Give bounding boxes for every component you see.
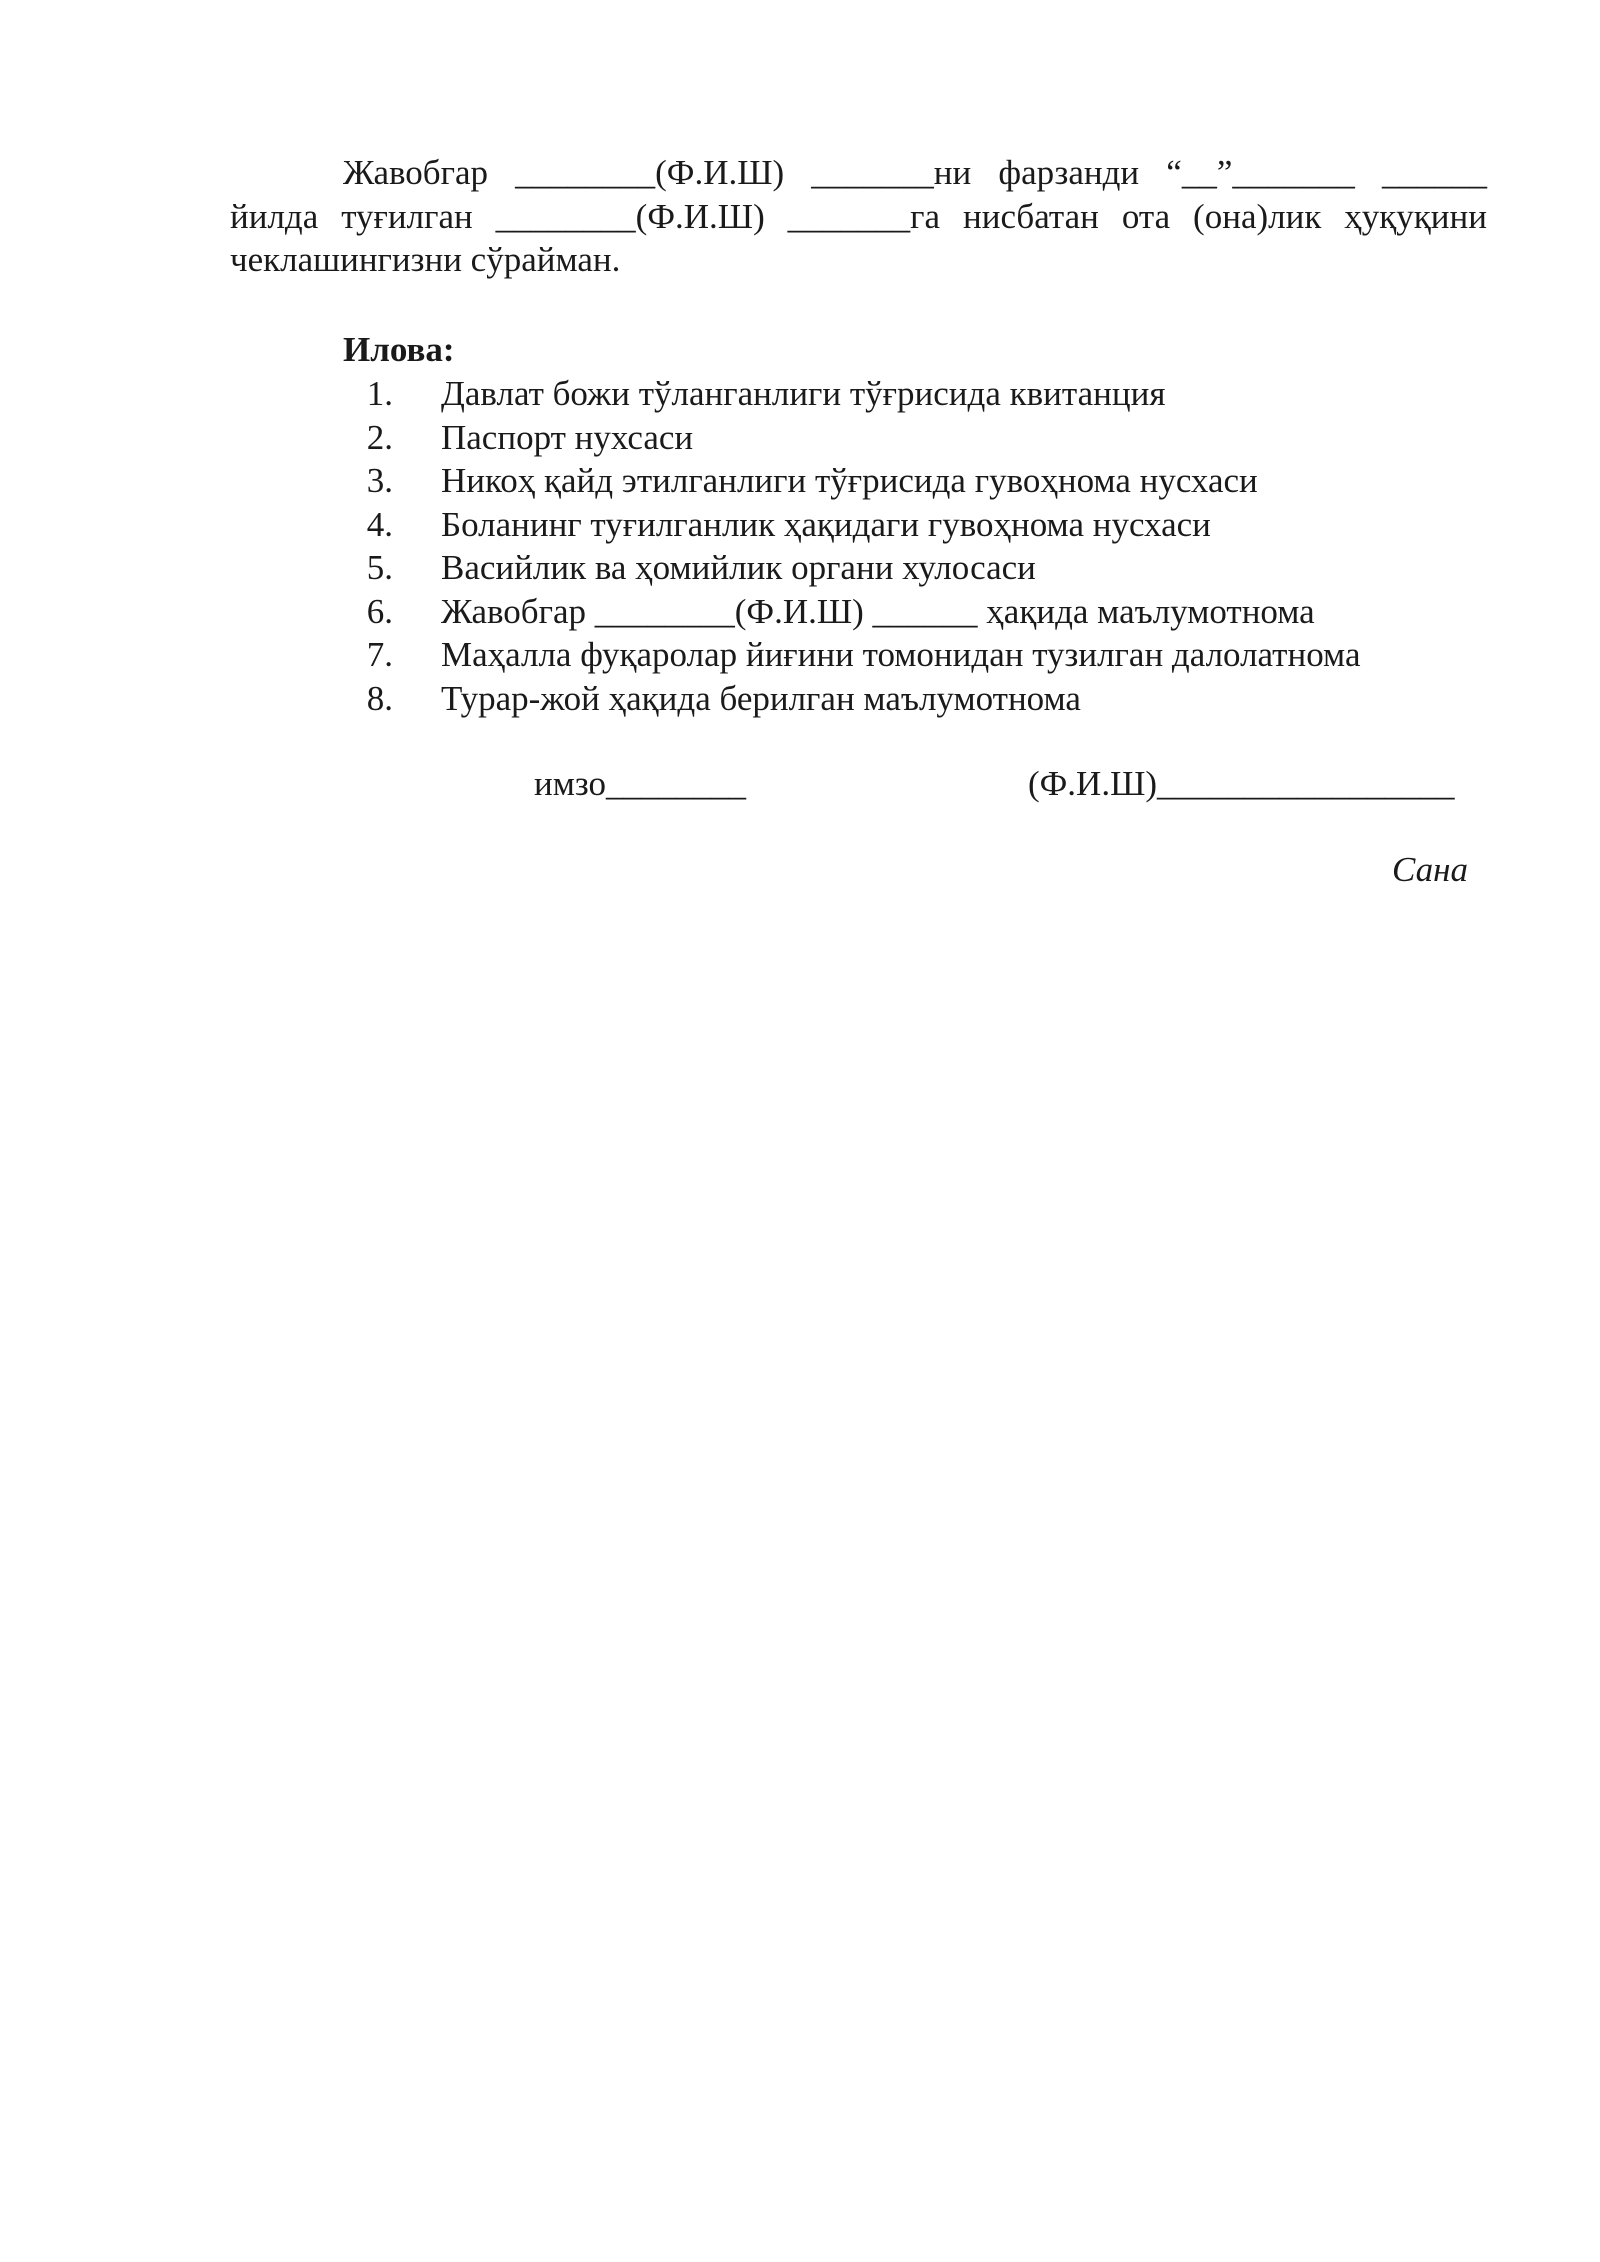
signature-field: имзо________ [534, 764, 746, 803]
attachment-number: 4. [366, 504, 393, 544]
attachment-item-2 [343, 416, 1493, 460]
attachment-number: 7. [366, 635, 393, 674]
attachment-text: Никоҳ қайд этилганлиги тўғрисида гувоҳнома нусхаси [441, 461, 1258, 500]
attachment-number: 8. [366, 678, 393, 718]
attachment-text: Турар-жой ҳақида берилган маълумотнома [441, 678, 1081, 718]
request-paragraph: Жавобгар ________(Ф.И.Ш) _______ни фарзанди “__”_______ ______ йилда туғилган ________(Ф.И.Ш) _______га нисбатан ота (она)лик ҳуқуқини чеклашингизни сўрайман. [230, 153, 1487, 279]
attachment-number: 3. [366, 461, 393, 500]
attachment-text: Васийлик ва ҳомийлик органи хулосаси [441, 548, 1036, 587]
attachment-text: Боланинг туғилганлик ҳақидаги гувоҳнома нусхаси [441, 504, 1211, 544]
attachment-text: Маҳалла фуқаролар йиғини томонидан тузилган далолатнома [441, 635, 1361, 674]
attachment-text: Паспорт нухсаси [441, 417, 694, 457]
date-label: Сана [1392, 850, 1468, 889]
attachments-list [343, 372, 1493, 720]
attachment-item-4 [343, 503, 1493, 547]
attachment-item-6 [343, 590, 1493, 634]
attachment-item-8 [343, 677, 1493, 721]
attachment-number: 6. [366, 591, 393, 631]
attachment-item-5 [343, 546, 1493, 590]
attachments-title: Илова: [343, 330, 455, 369]
attachment-text: Жавобгар ________(Ф.И.Ш) ______ ҳақида маълумотнома [441, 591, 1315, 631]
attachment-item-7 [343, 633, 1493, 677]
attachment-number: 5. [366, 548, 393, 587]
attachment-number: 2. [366, 417, 393, 457]
attachment-text: Давлат божи тўланганлиги тўғрисида квитанция [441, 374, 1166, 413]
attachment-number: 1. [366, 374, 393, 413]
full-name-field: (Ф.И.Ш)_________________ [1028, 764, 1455, 803]
attachment-item-3 [343, 459, 1493, 503]
attachment-item-1 [343, 372, 1493, 416]
